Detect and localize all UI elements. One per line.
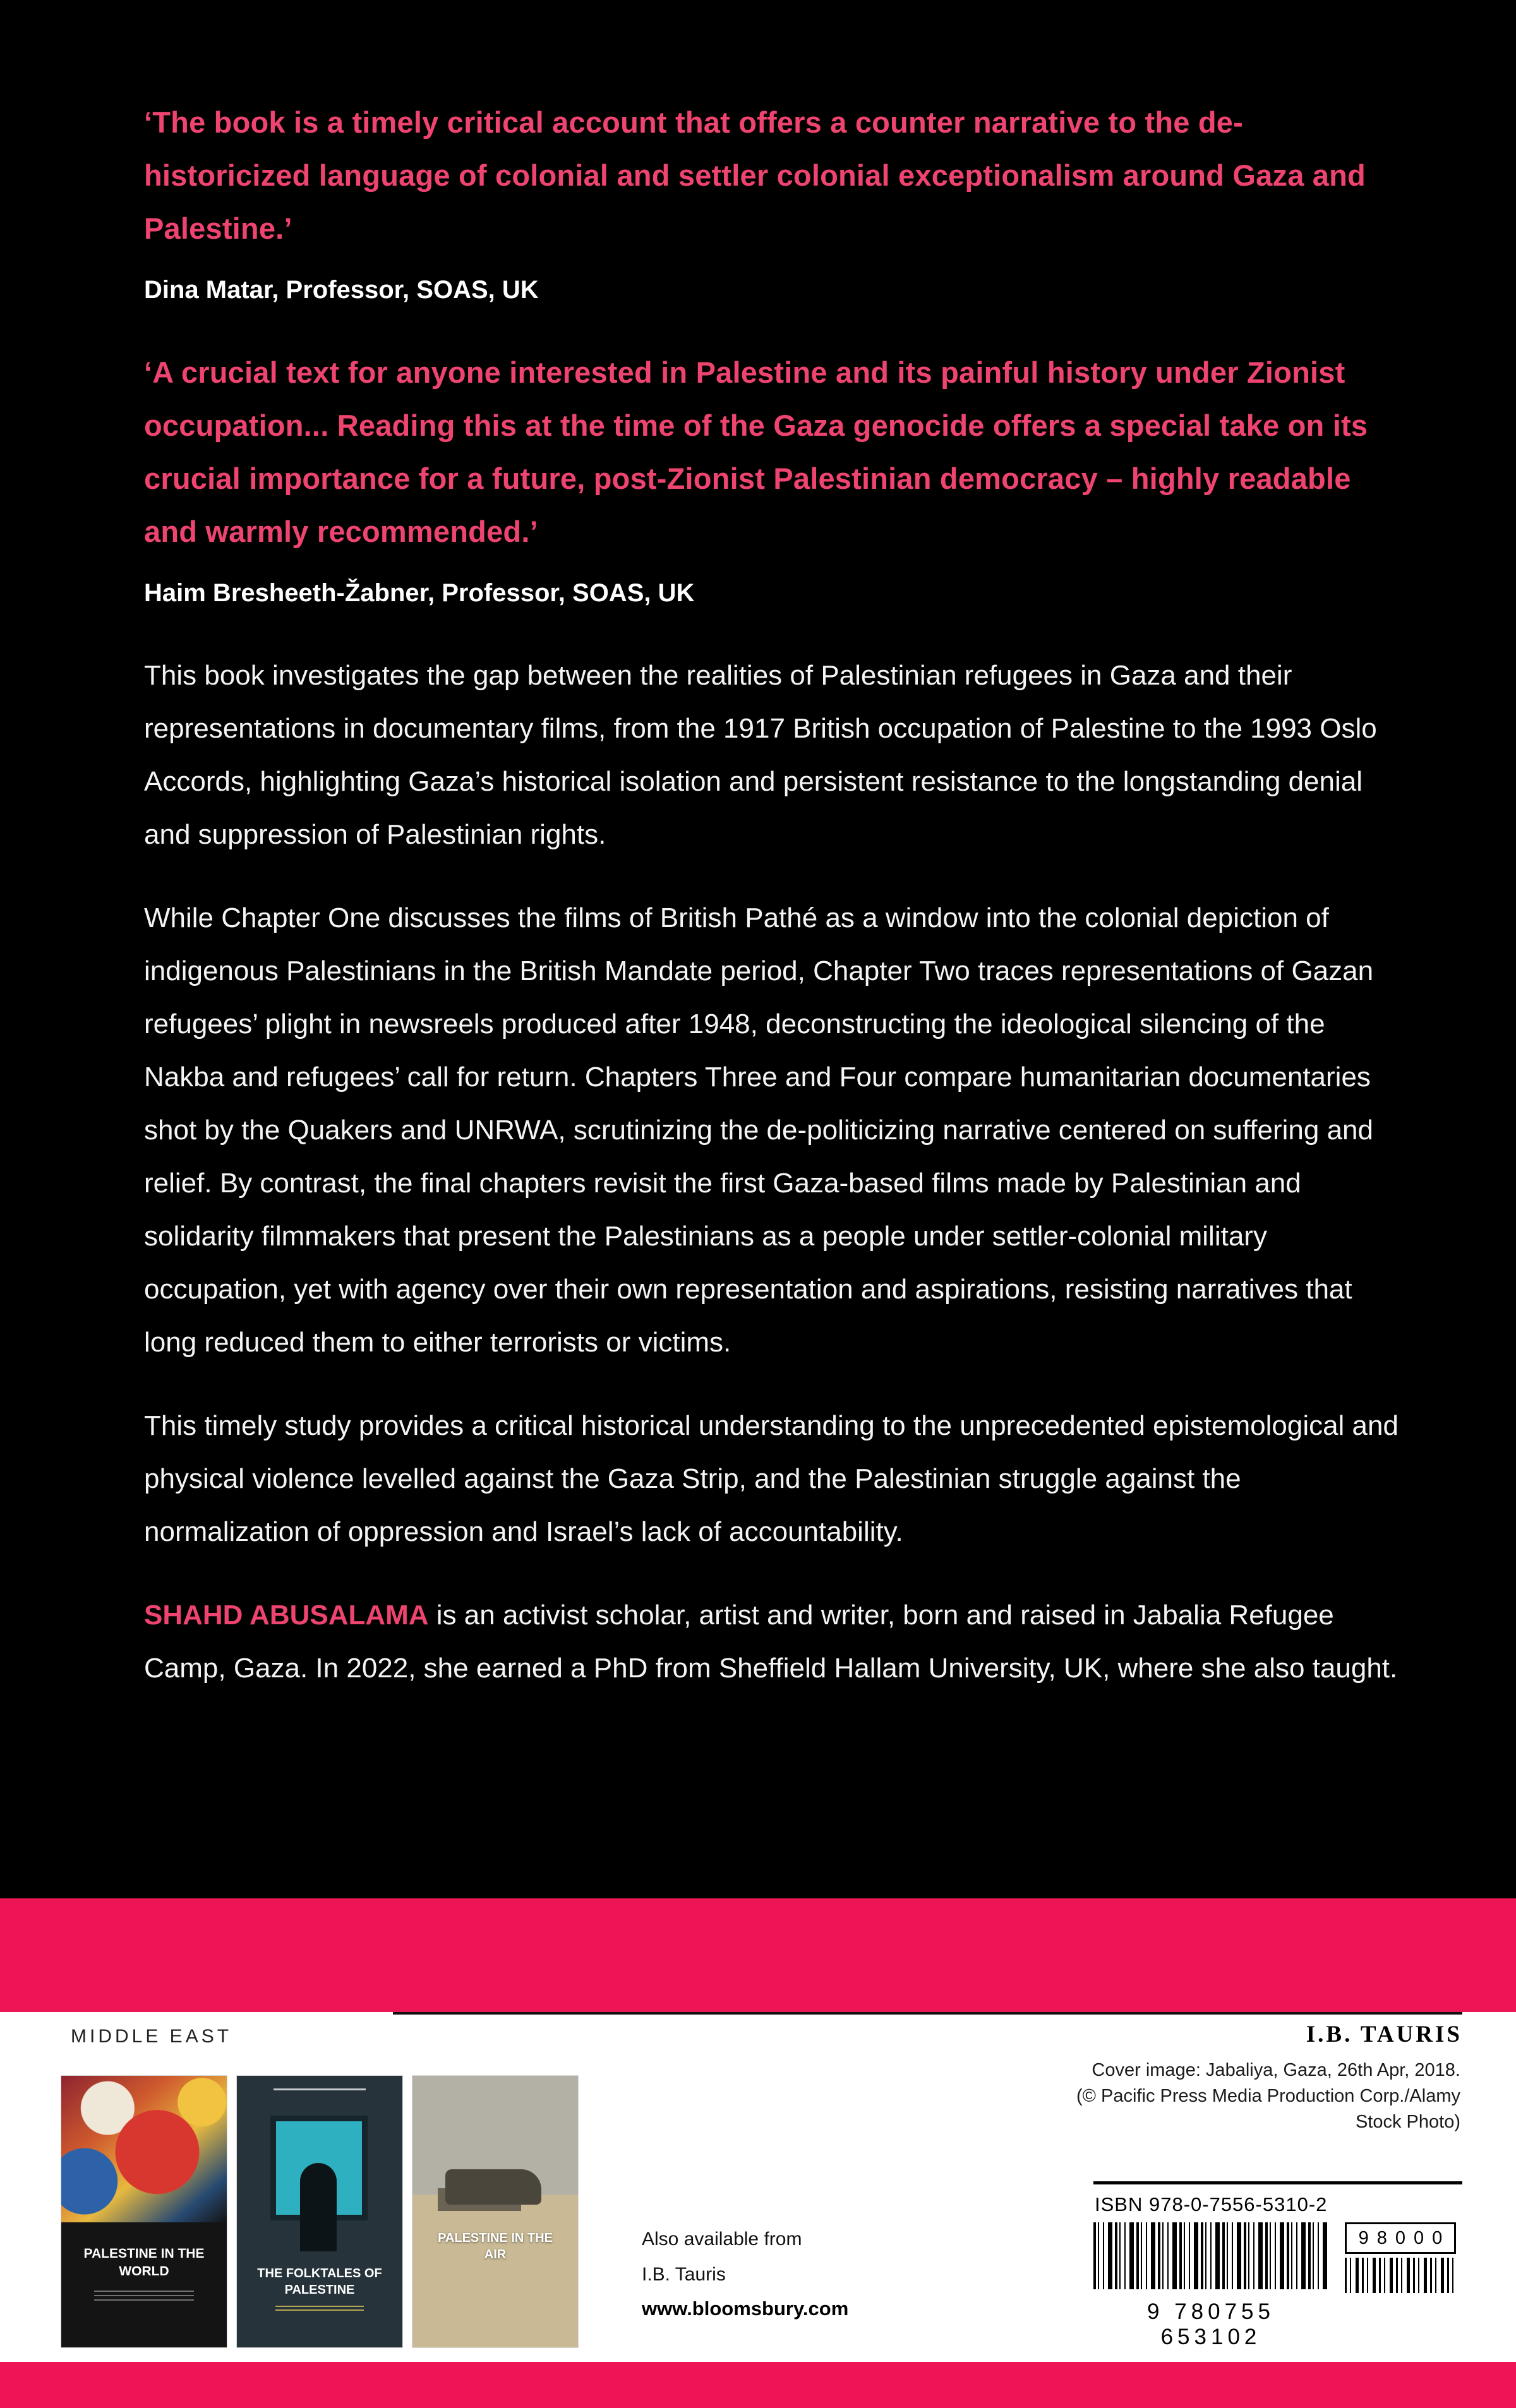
pink-band-bottom [0,2362,1516,2408]
book-cover-art [61,2076,227,2222]
barcode-addon-bars [1345,2258,1456,2293]
book-thumbnail-palestine-in-the-world [61,2076,227,2347]
isbn-label: ISBN 978-0-7556-5310-2 [1095,2193,1328,2215]
cover-image-credit: Cover image: Jabaliya, Gaza, 26th Apr, 2018. (© Pacific Press Media Production Corp./Alamy Stock Photo) [1076,2060,1460,2132]
book-title: THE FOLKTALES OF PALESTINE [250,2265,389,2313]
book-title: PALESTINE IN THE AIR [438,2231,553,2261]
author-bio [144,1589,1409,1695]
pink-band-top [0,1898,1516,2012]
author-bio-text: is an activist scholar, artist and writer, born and raised in Jabalia Refugee Camp, Gaza. In 2022, she earned a PhD from Sheffield Hallam University, UK, where she also taught. [144,1600,1398,1684]
barcode-bars [1093,2222,1328,2289]
review-attribution-1: Dina Matar, Professor, SOAS, UK [144,276,539,304]
review-quote-2: ‘A crucial text for anyone interested in Palestine and its painful history under Zionist occupation... Reading this at the time of the Gaza genocide offers a special take on its crucial importance for a future, post-Zionist Palestinian democracy – highly readable and warmly recommended.’ [144,356,1368,548]
thumb-author-text [274,2088,366,2090]
book-cover-art [412,2076,578,2347]
book-thumbnail-folktales-of-palestine [237,2076,402,2347]
also-available-text [642,2222,802,2292]
book-title: PALESTINE IN THE WORLD [75,2245,214,2301]
publisher-website: www.bloomsbury.com [642,2297,849,2320]
barcode-row [1093,2222,1462,2293]
also-available-thumbnails [61,2076,578,2347]
review-attribution-2: Haim Bresheeth-Žabner, Professor, SOAS, UK [144,579,695,607]
synopsis-paragraph-3: This timely study provides a critical historical understanding to the unprecedented epistemological and physical violence levelled against the Gaza Strip, and the Palestinian struggle against the normalization of oppression and Israel’s lack of accountability. [144,1410,1399,1547]
book-thumbnail-palestine-in-the-air [412,2076,578,2347]
category-label: MIDDLE EAST [71,2026,232,2047]
barcode-top-rule [1093,2181,1462,2184]
review-quote-1: ‘The book is a timely critical account that offers a counter narrative to the de-historicized language of colonial and settler colonial exceptionalism around Gaza and Palestine.’ [144,105,1366,245]
author-name: SHAHD ABUSALAMA [144,1600,429,1631]
also-available-line-2: I.B. Tauris [642,2264,726,2285]
footer-strip [0,2012,1516,2362]
barcode-addon [1345,2222,1456,2293]
barcode-addon-number: 98000 [1345,2222,1456,2254]
barcode-number: 9 780755 653102 [1147,2299,1275,2349]
synopsis-paragraph-1: This book investigates the gap between the realities of Palestinian refugees in Gaza and their representations in documentary films, from the 1917 British occupation of Palestine to the 1993 Oslo Accords, highlighting Gaza’s historical isolation and persistent resistance to the longstanding denial and suppression of Palestinian rights. [144,660,1377,850]
barcode-block [1093,2181,1462,2350]
synopsis-paragraph-2: While Chapter One discusses the films of British Pathé as a window into the colonial depiction of indigenous Palestinians in the British Mandate period, Chapter Two traces representations of Gazan refugees’ plight in newsreels produced after 1948, deconstructing the ideological silencing of the Nakba and refugees’ call for return. Chapters Three and Four compare humanitarian documentaries shot by the Quakers and UNRWA, scrutinizing the de-politicizing narrative centered on suffering and relief. By contrast, the final chapters revisit the first Gaza-based films made by Palestinian and solidarity filmmakers that present the Palestinians as a people under settler-colonial military occupation, yet with agency over their own representation and aspirations, resisting narratives that long reduced them to either terrorists or victims. [144,902,1374,1358]
trim-line [393,2012,1462,2015]
also-available-line-1: Also available from [642,2229,802,2249]
publisher-logo: I.B. TAURIS [1306,2022,1462,2047]
